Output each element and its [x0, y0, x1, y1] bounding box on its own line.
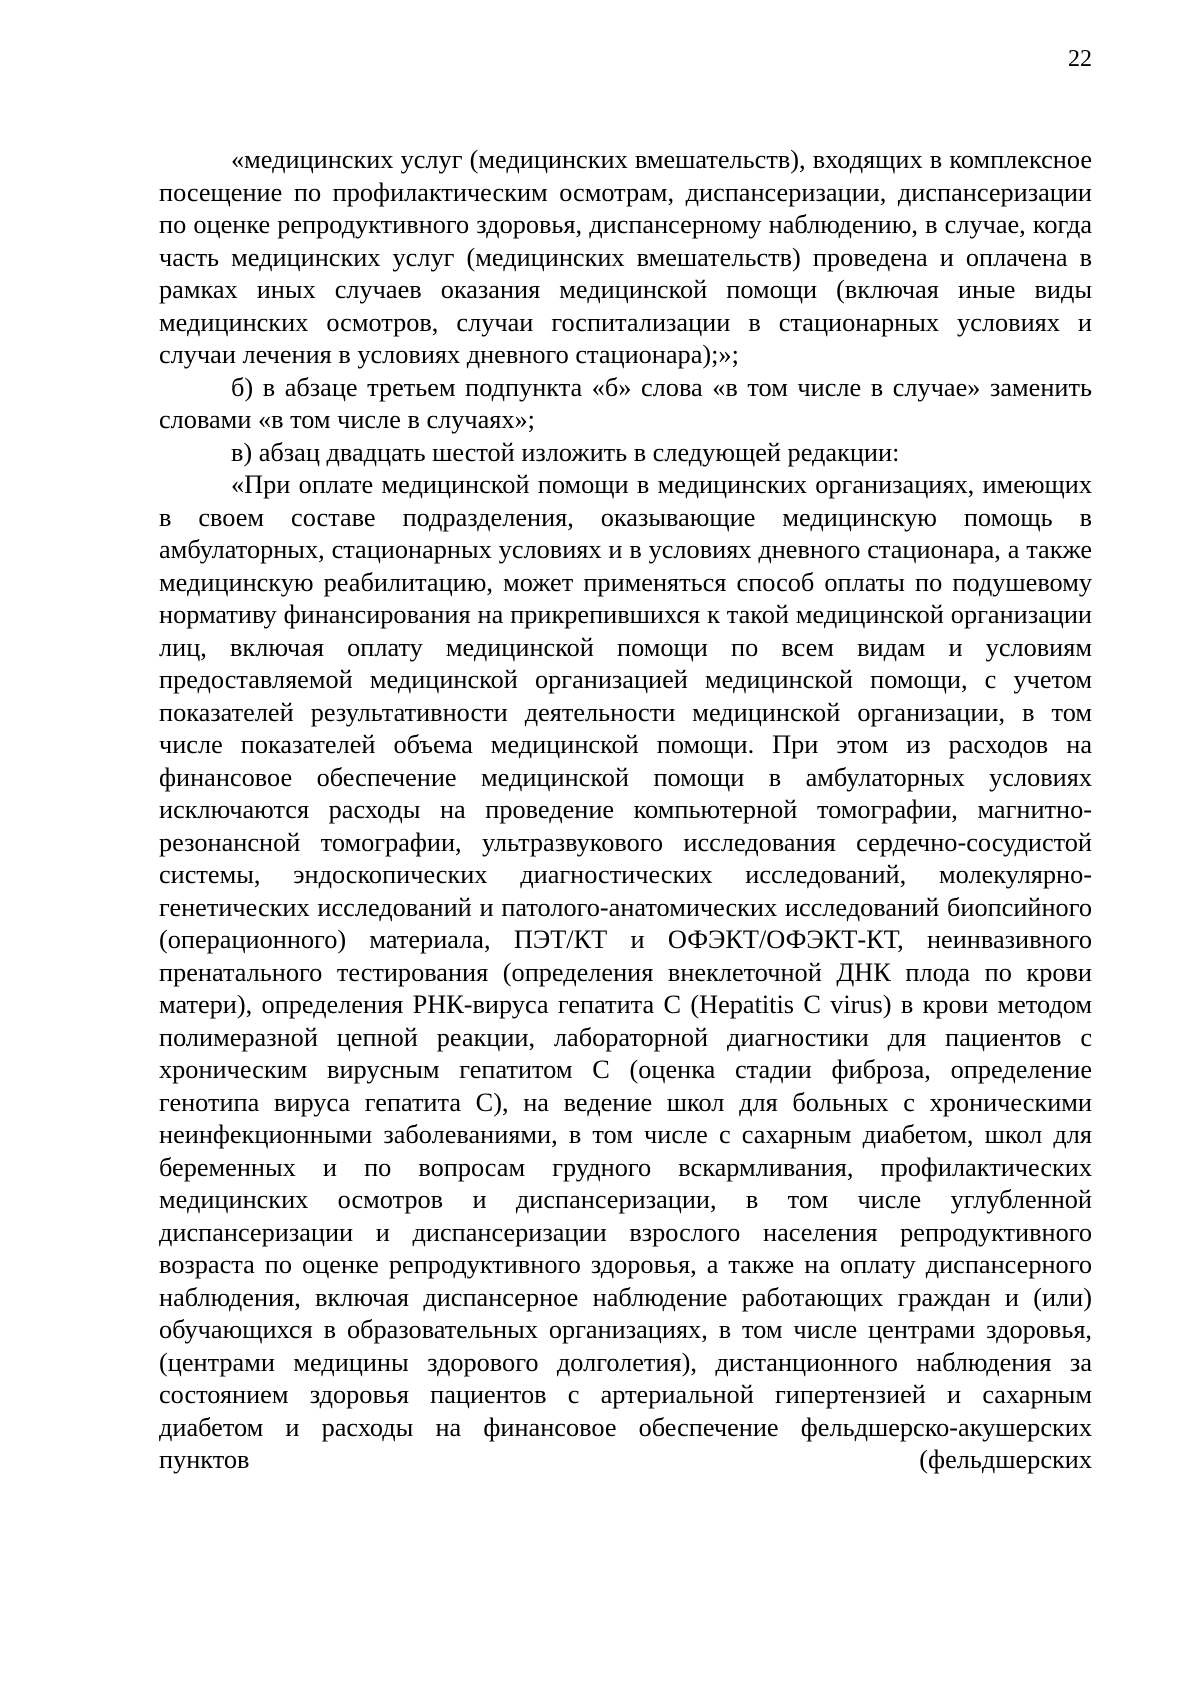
paragraph-payment-rules: «При оплате медицинской помощи в медицинских организациях, имеющих в своем составе подразделения, оказывающие медицинскую помощь в амбулаторных, стационарных условиях и в условиях дневного стационара, а также медицинскую реабилитацию, может применяться способ оплаты по подушевому нормативу финансирования на прикрепившихся к такой медицинской организации лиц, включая оплату медицинской помощи по всем видам и условиям предоставляемой медицинской организацией медицинской помощи, с учетом показателей результативности деятельности медицинской организации, в том числе показателей объема медицинской помощи. При этом из расходов на финансовое обеспечение медицинской помощи в амбулаторных условиях исключаются расходы на проведение компьютерной томографии, магнитно-резонансной томографии, ультразвукового исследования сердечно-сосудистой системы, эндоскопических диагностических исследований, молекулярно-генетических исследований и патолого-анатомических исследований биопсийного (операционного) материала, ПЭТ/КТ и ОФЭКТ/ОФЭКТ-КТ, неинвазивного пренатального тестирования (определения внеклеточной ДНК плода по крови матери), определения РНК-вируса гепатита С (Hepatitis C virus) в крови методом полимеразной цепной реакции, лабораторной диагностики для пациентов с хроническим вирусным гепатитом С (оценка стадии фиброза, определение генотипа вируса гепатита С), на ведение школ для больных с хроническими неинфекционными заболеваниями, в том числе с сахарным диабетом, школ для беременных и по вопросам грудного вскармливания, профилактических медицинских осмотров и диспансеризации, в том числе углубленной диспансеризации и диспансеризации взрослого населения репродуктивного возраста по оценке репродуктивного здоровья, а также на оплату диспансерного наблюдения, включая диспансерное наблюдение работающих граждан и (или) обучающихся в образовательных организациях, в том числе центрами здоровья, (центрами медицины здорового долголетия), дистанционного наблюдения за состоянием здоровья пациентов с артериальной гипертензией и сахарным диабетом и расходы на финансовое обеспечение фельдшерско-акушерских пунктов (фельдшерских: [159, 470, 1092, 1474]
paragraph-amendment-v: в) абзац двадцать шестой изложить в следующей редакции:: [231, 437, 900, 467]
document-body: [159, 144, 1092, 1477]
paragraph-quoted-services: «медицинских услуг (медицинских вмешательств), входящих в комплексное посещение по профилактическим осмотрам, диспансеризации, диспансеризации по оценке репродуктивного здоровья, диспансерному наблюдению, в случае, когда часть медицинских услуг (медицинских вмешательств) проведена и оплачена в рамках иных случаев оказания медицинской помощи (включая иные виды медицинских осмотров, случаи госпитализации в стационарных условиях и случаи лечения в условиях дневного стационара);»;: [159, 145, 1092, 369]
page-number: 22: [1068, 46, 1092, 72]
paragraph-amendment-b: б) в абзаце третьем подпункта «б» слова «в том числе в случае» заменить словами «в том числе в случаях»;: [159, 372, 1092, 434]
